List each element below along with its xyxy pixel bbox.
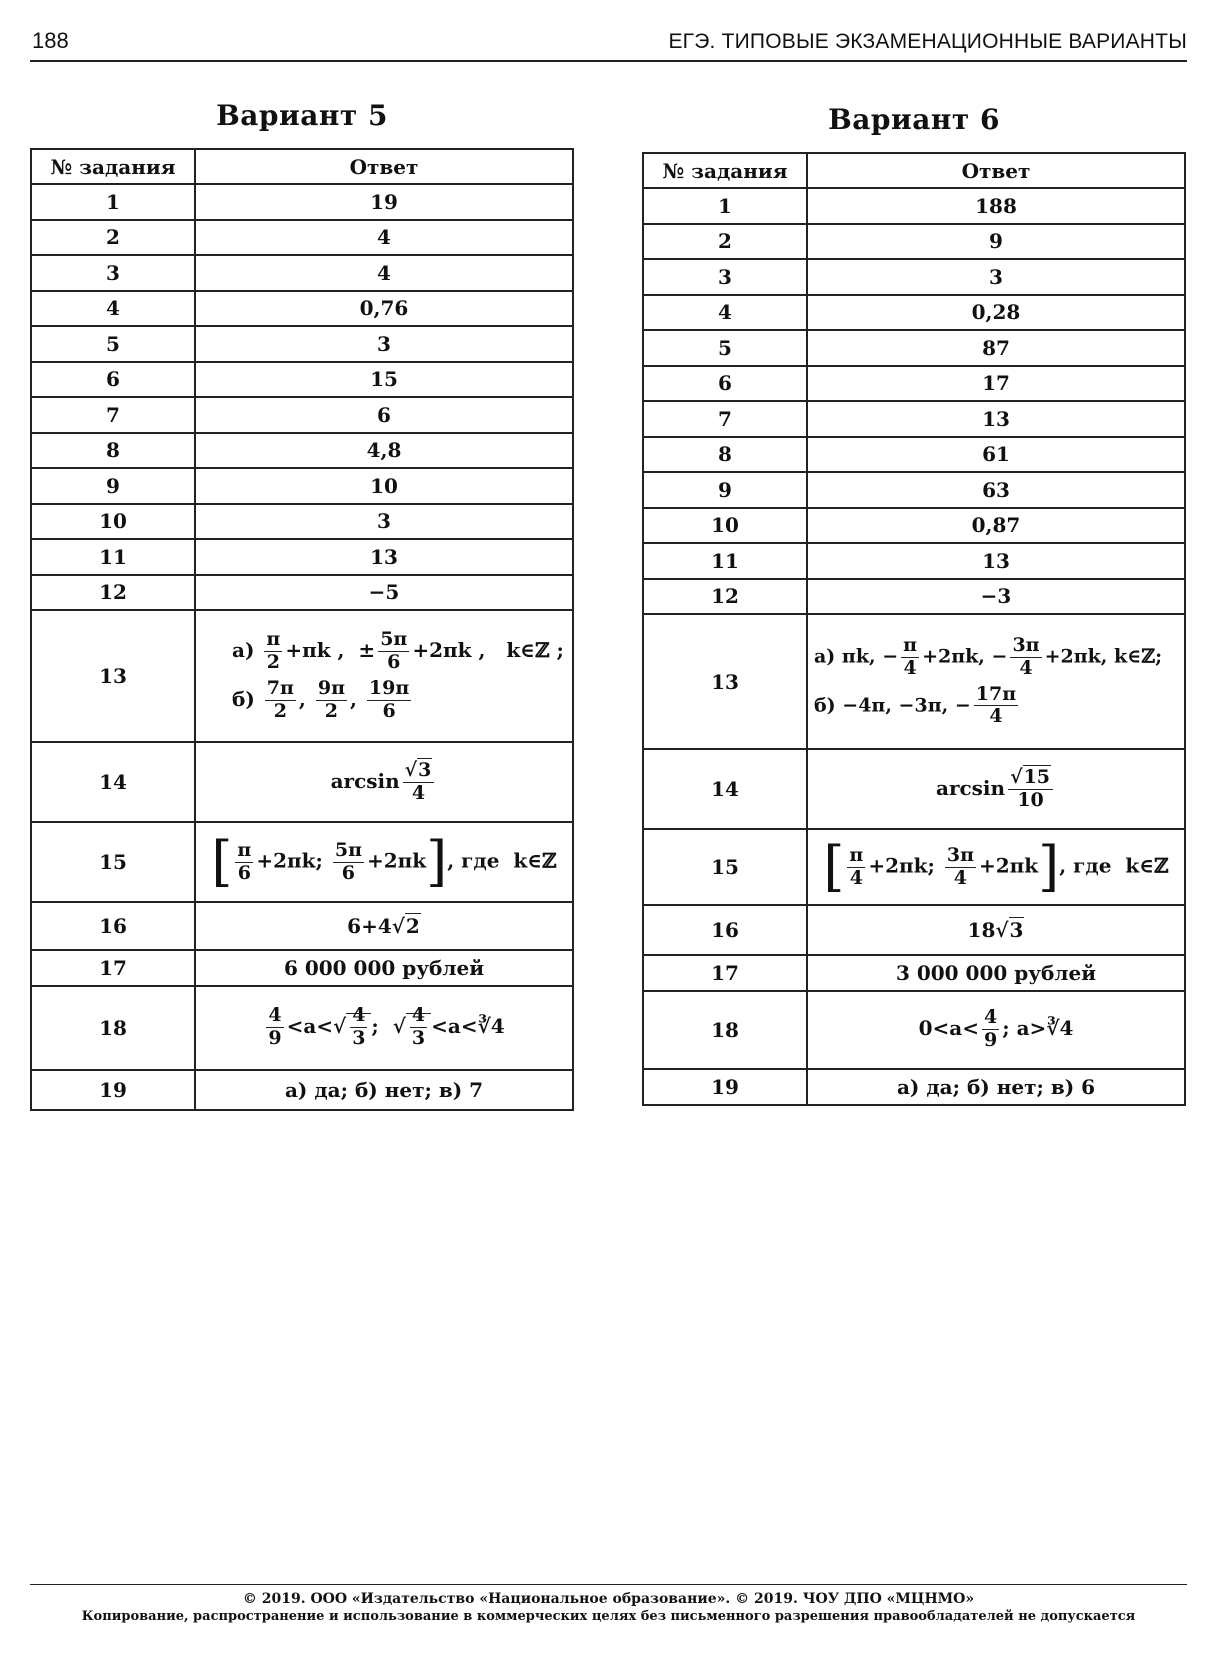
table-row (31, 539, 573, 575)
answer-18-formula: 0<a< $\frac{4}{9}$ ; a>∛4 (807, 991, 1185, 1069)
table-row (31, 468, 573, 504)
answer-15-formula: [ $\frac{\pi}{6}$ +2πk; $\frac{5\pi}{6}$ +2πk], где k∈ℤ (195, 822, 573, 902)
task-number: 14 (31, 742, 195, 822)
running-title: ЕГЭ. ТИПОВЫЕ ЭКЗАМЕНАЦИОННЫЕ ВАРИАНТЫ (668, 30, 1187, 53)
answer-cell: 61 (807, 437, 1185, 473)
task-number: 6 (643, 366, 807, 402)
answer-cell: 3 000 000 рублей (807, 955, 1185, 991)
task-number: 5 (31, 326, 195, 362)
answer-cell: 13 (807, 543, 1185, 579)
answer-cell: 6 000 000 рублей (195, 950, 573, 986)
task-number: 16 (643, 905, 807, 955)
variant-5-table (30, 148, 574, 1111)
answer-cell: 4 (195, 220, 573, 256)
answer-18-formula: $\frac{4}{9}$ <a<√ $\frac{4}{3}$ ; √ $\frac{4}{3}$ <a<∛4 (195, 986, 573, 1070)
task-number: 19 (643, 1069, 807, 1105)
answer-14-formula: arcsin $\frac{√15}{10}$ (807, 749, 1185, 829)
task-number: 10 (31, 504, 195, 540)
answer-cell: 0,28 (807, 295, 1185, 331)
task-number: 4 (31, 291, 195, 327)
answer-15-formula: [ $\frac{\pi}{4}$ +2πk; $\frac{3\pi}{4}$ +2πk], где k∈ℤ (807, 829, 1185, 905)
column-header-task: № задания (31, 149, 195, 184)
table-row (643, 543, 1185, 579)
table-row (643, 224, 1185, 260)
table-row (31, 986, 573, 1070)
task-number: 12 (643, 579, 807, 615)
answer-cell: 15 (195, 362, 573, 398)
answer-cell: 188 (807, 188, 1185, 224)
task-number: 2 (643, 224, 807, 260)
table-row (31, 291, 573, 327)
page-number: 188 (32, 28, 69, 53)
task-number: 1 (643, 188, 807, 224)
variant-6-table (642, 152, 1186, 1106)
table-row (31, 610, 573, 742)
table-row (643, 401, 1185, 437)
task-number: 17 (643, 955, 807, 991)
task-number: 18 (643, 991, 807, 1069)
table-row (643, 508, 1185, 544)
table-row (31, 184, 573, 220)
task-number: 9 (643, 472, 807, 508)
answer-13-formula: а) πk, − $\frac{\pi}{4}$ +2πk, − $\frac{3\pi}{4}$ +2πk, k∈ℤ; б) −4π, −3π, − $\frac{17\pi}{4}$ (807, 614, 1185, 749)
task-number: 11 (643, 543, 807, 579)
copyright-line: © 2019. ООО «Издательство «Национальное образование». © 2019. ЧОУ ДПО «МЦНМО» (242, 1591, 975, 1607)
task-number: 5 (643, 330, 807, 366)
answer-16-formula: 18√3 (807, 905, 1185, 955)
answer-cell: −5 (195, 575, 573, 611)
task-number: 9 (31, 468, 195, 504)
rights-notice: Копирование, распространение и использование в коммерческих целях без письменного разрешения правообладателей не допускается (81, 1609, 1136, 1624)
column-header-answer: Ответ (807, 153, 1185, 188)
answer-cell: 17 (807, 366, 1185, 402)
task-number: 4 (643, 295, 807, 331)
task-number: 14 (643, 749, 807, 829)
task-number: 1 (31, 184, 195, 220)
answer-cell: 13 (807, 401, 1185, 437)
table-row (643, 472, 1185, 508)
table-row (31, 575, 573, 611)
task-number: 15 (31, 822, 195, 902)
table-row (643, 614, 1185, 749)
table-row (31, 397, 573, 433)
table-row (31, 742, 573, 822)
answer-cell: 19 (195, 184, 573, 220)
table-row (31, 1070, 573, 1110)
page-footer (30, 1584, 1187, 1624)
answer-cell: 0,76 (195, 291, 573, 327)
table-row (643, 366, 1185, 402)
table-row (643, 259, 1185, 295)
task-number: 19 (31, 1070, 195, 1110)
table-row (643, 1069, 1185, 1105)
answer-cell: 13 (195, 539, 573, 575)
table-row (31, 255, 573, 291)
answer-cell: 9 (807, 224, 1185, 260)
answer-16-formula: 6+4√2 (195, 902, 573, 950)
answer-cell: 4,8 (195, 433, 573, 469)
column-header-task: № задания (643, 153, 807, 188)
table-row (31, 362, 573, 398)
table-row (643, 330, 1185, 366)
table-row (643, 905, 1185, 955)
task-number: 11 (31, 539, 195, 575)
variant-6-title: Вариант 6 (828, 103, 1000, 136)
task-number: 13 (643, 614, 807, 749)
answer-cell: 87 (807, 330, 1185, 366)
task-number: 17 (31, 950, 195, 986)
table-row (643, 991, 1185, 1069)
answer-cell: 4 (195, 255, 573, 291)
table-row (31, 220, 573, 256)
answer-cell: 3 (195, 326, 573, 362)
task-number: 2 (31, 220, 195, 256)
table-row (643, 749, 1185, 829)
table-row (31, 950, 573, 986)
table-row (31, 433, 573, 469)
table-row (31, 822, 573, 902)
column-header-answer: Ответ (195, 149, 573, 184)
answer-cell: 6 (195, 397, 573, 433)
variant-6-section (642, 100, 1186, 1106)
task-number: 13 (31, 610, 195, 742)
table-row (31, 326, 573, 362)
variant-5-section (30, 96, 574, 1111)
answer-cell: 3 (807, 259, 1185, 295)
task-number: 10 (643, 508, 807, 544)
task-number: 6 (31, 362, 195, 398)
task-number: 16 (31, 902, 195, 950)
table-row (31, 902, 573, 950)
answer-cell: 63 (807, 472, 1185, 508)
answer-13-formula: а) $\frac{\pi}{2}$ +πk , ± $\frac{5\pi}{6}$ +2πk , k∈ℤ ; б) $\frac{7\pi}{2}$ , $\frac{9\pi}{2}$ , $\frac{19\pi}{6}$ (195, 610, 573, 742)
page-header (30, 24, 1187, 62)
table-row (643, 579, 1185, 615)
task-number: 18 (31, 986, 195, 1070)
answer-cell: −3 (807, 579, 1185, 615)
answer-cell: 10 (195, 468, 573, 504)
answer-cell: 3 (195, 504, 573, 540)
task-number: 3 (643, 259, 807, 295)
answer-cell: а) да; б) нет; в) 7 (195, 1070, 573, 1110)
table-row (643, 295, 1185, 331)
task-number: 12 (31, 575, 195, 611)
task-number: 7 (643, 401, 807, 437)
task-number: 3 (31, 255, 195, 291)
answer-cell: а) да; б) нет; в) 6 (807, 1069, 1185, 1105)
table-row (643, 829, 1185, 905)
answer-cell: 0,87 (807, 508, 1185, 544)
task-number: 15 (643, 829, 807, 905)
answer-14-formula: arcsin $\frac{√3}{4}$ (195, 742, 573, 822)
variant-5-title: Вариант 5 (216, 99, 388, 132)
table-row (31, 504, 573, 540)
task-number: 8 (643, 437, 807, 473)
table-row (643, 955, 1185, 991)
table-row (643, 188, 1185, 224)
task-number: 7 (31, 397, 195, 433)
table-row (643, 437, 1185, 473)
task-number: 8 (31, 433, 195, 469)
